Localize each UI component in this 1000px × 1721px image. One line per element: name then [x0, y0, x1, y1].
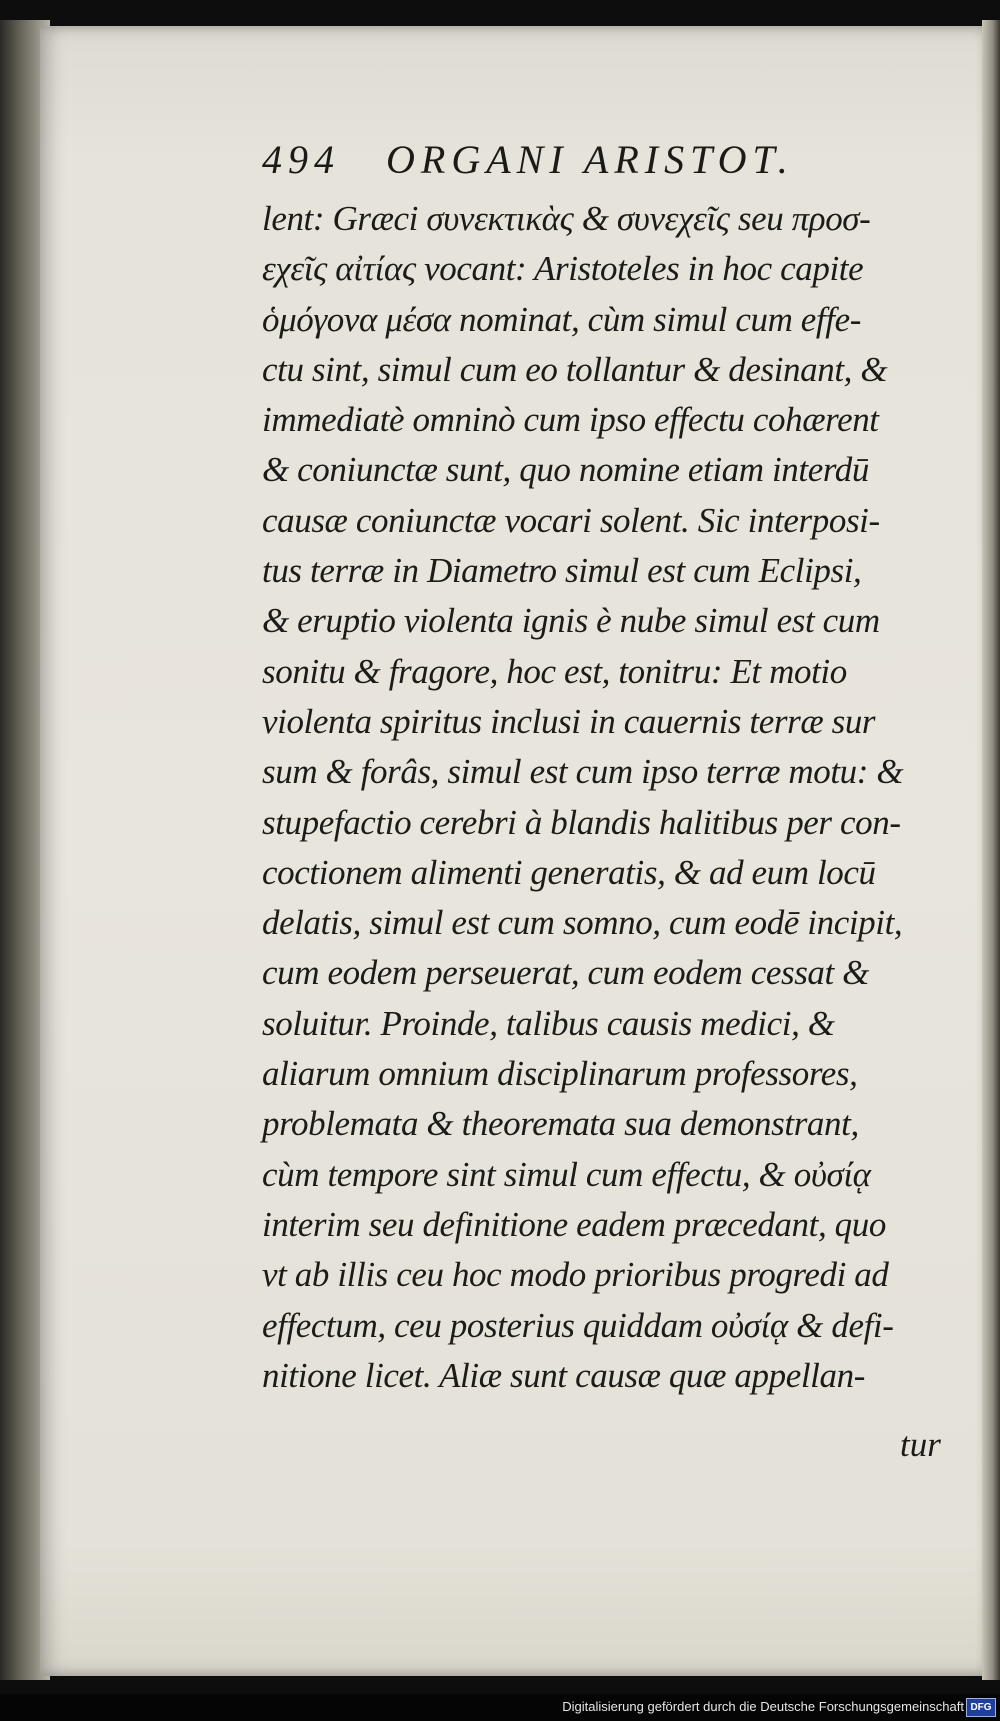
text-line: problemata & theoremata sua demonstrant, [262, 1104, 859, 1144]
text-line: aliarum omnium disciplinarum professores, [262, 1054, 858, 1094]
running-title: ORGANI ARISTOT. [386, 137, 794, 182]
text-line: soluitur. Proinde, talibus causis medici, & [262, 1003, 835, 1043]
funding-credit: Digitalisierung gefördert durch die Deutsche Forschungsgemeinschaft [562, 1699, 964, 1714]
text-line: causæ coniunctæ vocari solent. Sic interposi- [262, 500, 880, 540]
footer-strip [0, 1694, 1000, 1721]
text-line: vt ab illis ceu hoc modo prioribus progredi ad [262, 1255, 889, 1295]
text-line: & coniunctæ sunt, quo nomine etiam interdū [262, 450, 869, 490]
text-line: violenta spiritus inclusi in cauernis terræ sur [262, 701, 876, 741]
text-line: tus terræ in Diametro simul est cum Eclipsi, [262, 551, 862, 591]
text-line: lent: Græci συνεκτικὰς & συνεχεῖς seu προσ- [262, 199, 871, 238]
text-line: nitione licet. Aliæ sunt causæ quæ appellan- [262, 1355, 865, 1395]
text-line: ctu sint, simul cum eo tollantur & desinant, & [262, 349, 888, 389]
text-line: sonitu & fragore, hoc est, tonitru: Et motio [262, 651, 847, 691]
text-block [262, 194, 962, 1401]
book-right-edge [982, 20, 1000, 1680]
text-line: coctionem alimenti generatis, & ad eum locū [262, 852, 876, 892]
text-line: cum eodem perseuerat, cum eodem cessat & [262, 953, 870, 993]
text-line: delatis, simul est cum somno, cum eodē incipit, [262, 903, 903, 943]
dfg-logo-icon: DFG [966, 1698, 996, 1717]
catchword: tur [900, 1425, 941, 1464]
page-number: 494 [262, 137, 340, 182]
text-line: interim seu definitione eadem præcedant, quo [262, 1204, 886, 1244]
text-line: & eruptio violenta ignis è nube simul est cum [262, 601, 880, 641]
text-line: immediatè omninò cum ipso effectu cohærent [262, 400, 879, 440]
text-line: ὁμόγονα μέσα nominat, cùm simul cum effe- [262, 299, 861, 339]
text-line: sum & forâs, simul est cum ipso terræ motu: & [262, 752, 904, 792]
text-line: effectum, ceu posterius quiddam οὐσίᾳ & defi- [262, 1305, 894, 1345]
text-line: stupefactio cerebri à blandis halitibus per con- [262, 802, 901, 842]
running-head [262, 136, 902, 196]
text-line: cùm tempore sint simul cum effectu, & οὐσίᾳ [262, 1154, 871, 1194]
text-line: εχεῖς αἰτίας vocant: Aristoteles in hoc capite [262, 249, 864, 289]
